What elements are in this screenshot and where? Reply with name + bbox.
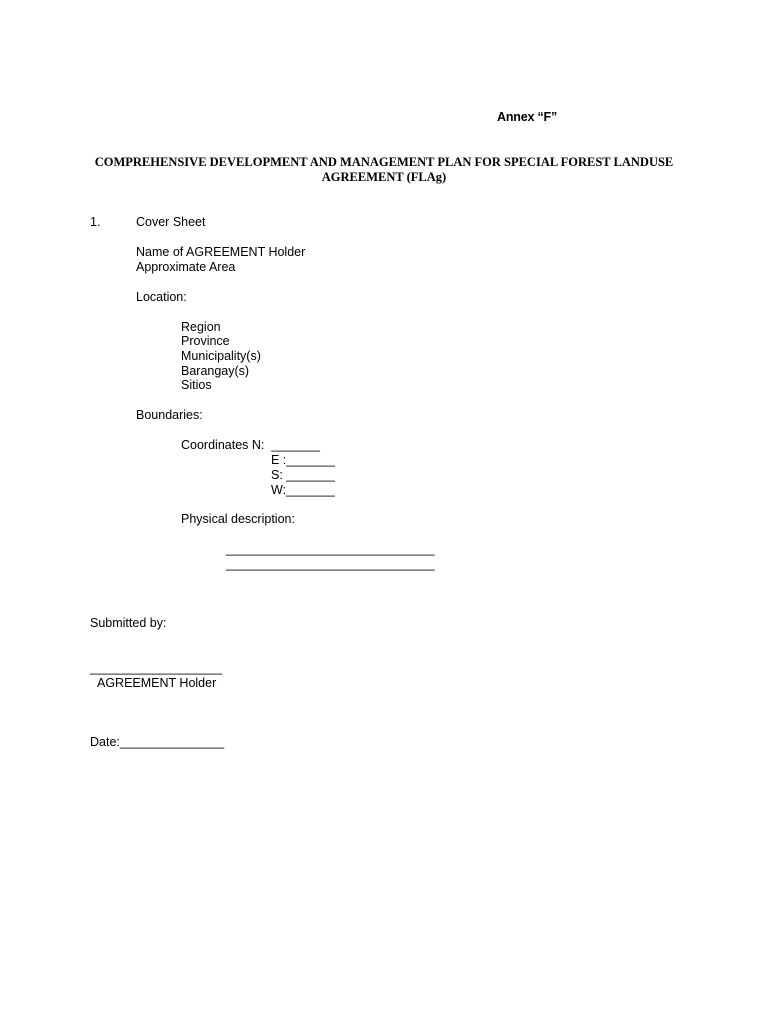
signature-line: ___________________ (90, 661, 223, 675)
agreement-holder-label: AGREEMENT Holder (97, 676, 217, 690)
location-item-province: Province (181, 334, 230, 348)
document-title-line-1: COMPREHENSIVE DEVELOPMENT AND MANAGEMENT PLAN FOR SPECIAL FOREST LANDUSE (94, 155, 674, 169)
section-number: 1. (90, 215, 101, 229)
date-field: Date:_______________ (90, 735, 225, 749)
physical-description-line-1: ______________________________ (226, 542, 435, 556)
document-title-line-2: AGREEMENT (FLAg) (321, 170, 447, 184)
section-heading: Cover Sheet (136, 215, 206, 229)
coordinate-w-field: W:_______ (271, 483, 335, 497)
coordinate-e-field: E :_______ (271, 453, 335, 467)
submitted-by-label: Submitted by: (90, 616, 167, 630)
area-label: Approximate Area (136, 260, 236, 274)
physical-description-line-2: ______________________________ (226, 557, 435, 571)
location-item-barangay: Barangay(s) (181, 364, 250, 378)
annex-label: Annex “F” (497, 110, 558, 124)
holder-name-label: Name of AGREEMENT Holder (136, 245, 306, 259)
location-item-region: Region (181, 320, 221, 334)
boundaries-label: Boundaries: (136, 408, 203, 422)
physical-description-label: Physical description: (181, 512, 295, 526)
coordinate-s-field: S: _______ (271, 468, 335, 482)
location-item-municipality: Municipality(s) (181, 349, 261, 363)
location-label: Location: (136, 290, 187, 304)
location-item-sitios: Sitios (181, 378, 212, 392)
coordinate-n-field: Coordinates N: _______ (181, 438, 320, 452)
